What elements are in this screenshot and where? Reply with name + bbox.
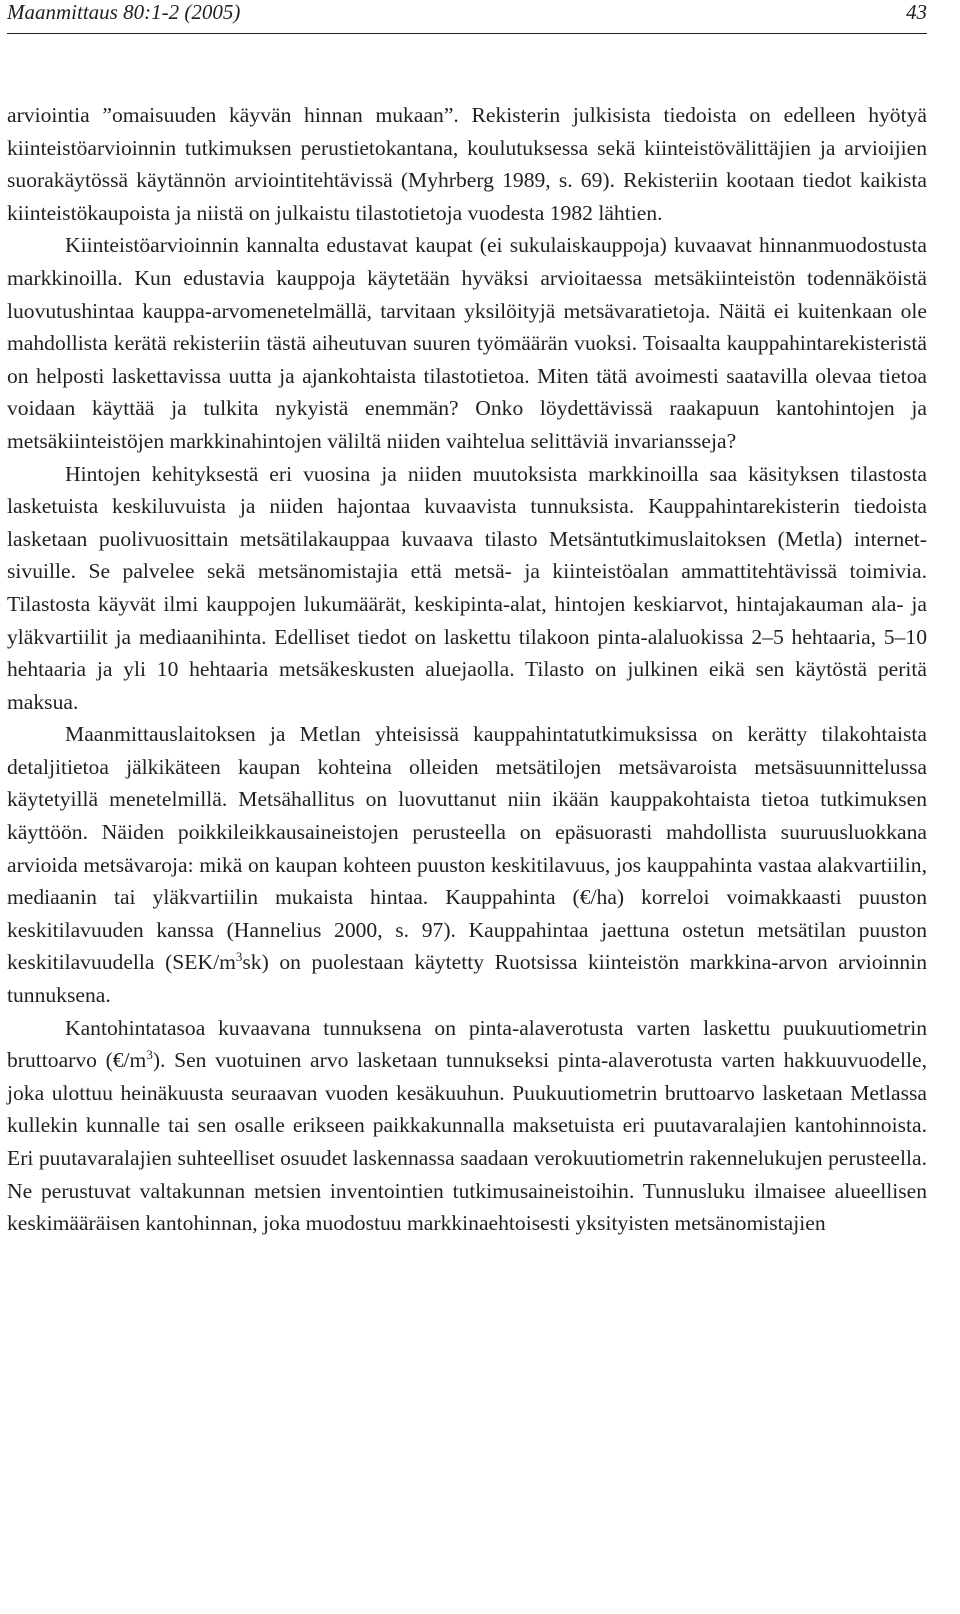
paragraph-5-text-before: Kantohintatasoa kuvaavana tunnuksena on pinta-alaverotusta varten laskettu puukuutiometrin bruttoarvo (€/m <box>7 1015 927 1073</box>
paragraph-5-superscript: 3 <box>146 1047 153 1063</box>
paragraph-2: Kiinteistöarvioinnin kannalta edustavat kaupat (ei sukulaiskauppoja) kuvaavat hinnanmuodostusta markkinoilla. Kun edustavia kauppoja käytetään hyväksi arvioitaessa metsäkiinteistön todennäköistä luovutushintaa kauppa-arvomenetelmällä, tarvitaan yksilöityjä metsävaratietoja. Näitä ei kuitenkaan ole mahdollista kerätä rekisteriin tästä aiheutuvan suuren työmäärän vuoksi. Toisaalta kauppahintarekisteristä on helposti laskettavissa uutta ja ajankohtaista tilastotietoa. Miten tätä avoimesti saatavilla olevaa tietoa voidaan käyttää ja tulkita nykyistä enemmän? Onko löydettävissä raakapuun kantohintojen ja metsäkiinteistöjen markkinahintojen väliltä niiden vaihtelua selittäviä invariansseja? <box>7 233 927 453</box>
paragraph-1: arviointia ”omaisuuden käyvän hinnan mukaan”. Rekisterin julkisista tiedoista on edelleen hyötyä kiinteistöarvioinnin tutkimuksen perustietokantana, koulutuksessa sekä kiinteistövälittäjien ja arvioijien suorakäytössä käytännön arviointitehtävissä (Myhrberg 1989, s. 69). Rekisteriin kootaan tiedot kaikista kiinteistökaupoista ja niistä on julkaistu tilastotietoja vuodesta 1982 lähtien. <box>7 103 927 225</box>
paragraph-5 <box>7 1012 927 1240</box>
journal-citation: Maanmittaus 80:1-2 (2005) <box>7 0 241 24</box>
paragraph-4 <box>7 718 927 1011</box>
header-rule <box>7 33 927 34</box>
document-page <box>7 0 927 1236</box>
paragraph-4-text-before: Maanmittauslaitoksen ja Metlan yhteisissä kauppahintatutkimuksissa on kerätty tilakohtaista detaljitietoa jälkikäteen kaupan kohteina olleiden metsätilojen metsävaroista metsäsuunnittelussa käytetyillä menetelmillä. Metsähallitus on luovuttanut niin ikään kauppakohtaista tietoa tutkimuksen käyttöön. Näiden poikkileikkausaineistojen perusteella on epäsuorasti mahdollista suuruusluokkana arvioida metsävaroja: mikä on kaupan kohteen puuston keskitilavuus, jos kauppahinta vastaa alakvartiilin, mediaanin tai yläkvartiilin mukaista hintaa. Kauppahinta (€/ha) korreloi voimakkaasti puuston keskitilavuuden kanssa (Hannelius 2000, s. 97). Kauppahintaa jaettuna ostetun metsätilan puuston keskitilavuudella (SEK/m <box>7 722 927 975</box>
running-head <box>7 0 927 24</box>
paragraph-5-text-after: ). Sen vuotuinen arvo lasketaan tunnukseksi pinta-alaverotusta varten hakkuuvuodelle, joka ulottuu heinäkuusta seuraavan vuoden kesäkuuhun. Puukuutiometrin bruttoarvo lasketaan Metlassa kullekin kunnalle tai sen osalle erikseen paikkakunnalla maksetuista eri puutavaralajien kantohinnoista. Eri puutavaralajien suhteelliset osuudet laskennassa saadaan verokuutiometrin rakennelukujen perusteella. Ne perustuvat valtakunnan metsien inventointien tutkimusaineistoihin. Tunnusluku ilmaisee alueellisen keskimääräisen kantohinnan, joka muodostuu markkinaehtoisesti yksityisten metsänomistajien <box>7 1048 927 1236</box>
paragraph-4-text-after: sk) on puolestaan käytetty Ruotsissa kiinteistön markkina-arvon arvioinnin tunnuksena. <box>7 950 927 1008</box>
body-text <box>7 99 927 1240</box>
page-number: 43 <box>906 0 927 24</box>
paragraph-4-superscript: 3 <box>235 949 243 965</box>
paragraph-3: Hintojen kehityksestä eri vuosina ja niiden muutoksista markkinoilla saa käsityksen tilastosta lasketuista keskiluvuista ja niiden hajontaa kuvaavista tunnuksista. Kauppahintarekisterin tiedoista lasketaan puolivuosittain metsätilakauppaa kuvaava tilasto Metsäntutkimuslaitoksen (Metla) internet-sivuille. Se palvelee sekä metsänomistajia että metsä- ja kiinteistöalan ammattitehtävissä toimivia. Tilastosta käyvät ilmi kauppojen lukumäärät, keskipinta-alat, hintojen keskiarvot, hintajakauman ala- ja yläkvartiilit ja mediaanihinta. Edelliset tiedot on laskettu tilakoon pinta-alaluokissa 2–5 hehtaaria, 5–10 hehtaaria ja yli 10 hehtaaria metsäkeskusten aluejaolla. Tilasto on julkinen eikä sen käytöstä peritä maksua. <box>7 461 927 714</box>
